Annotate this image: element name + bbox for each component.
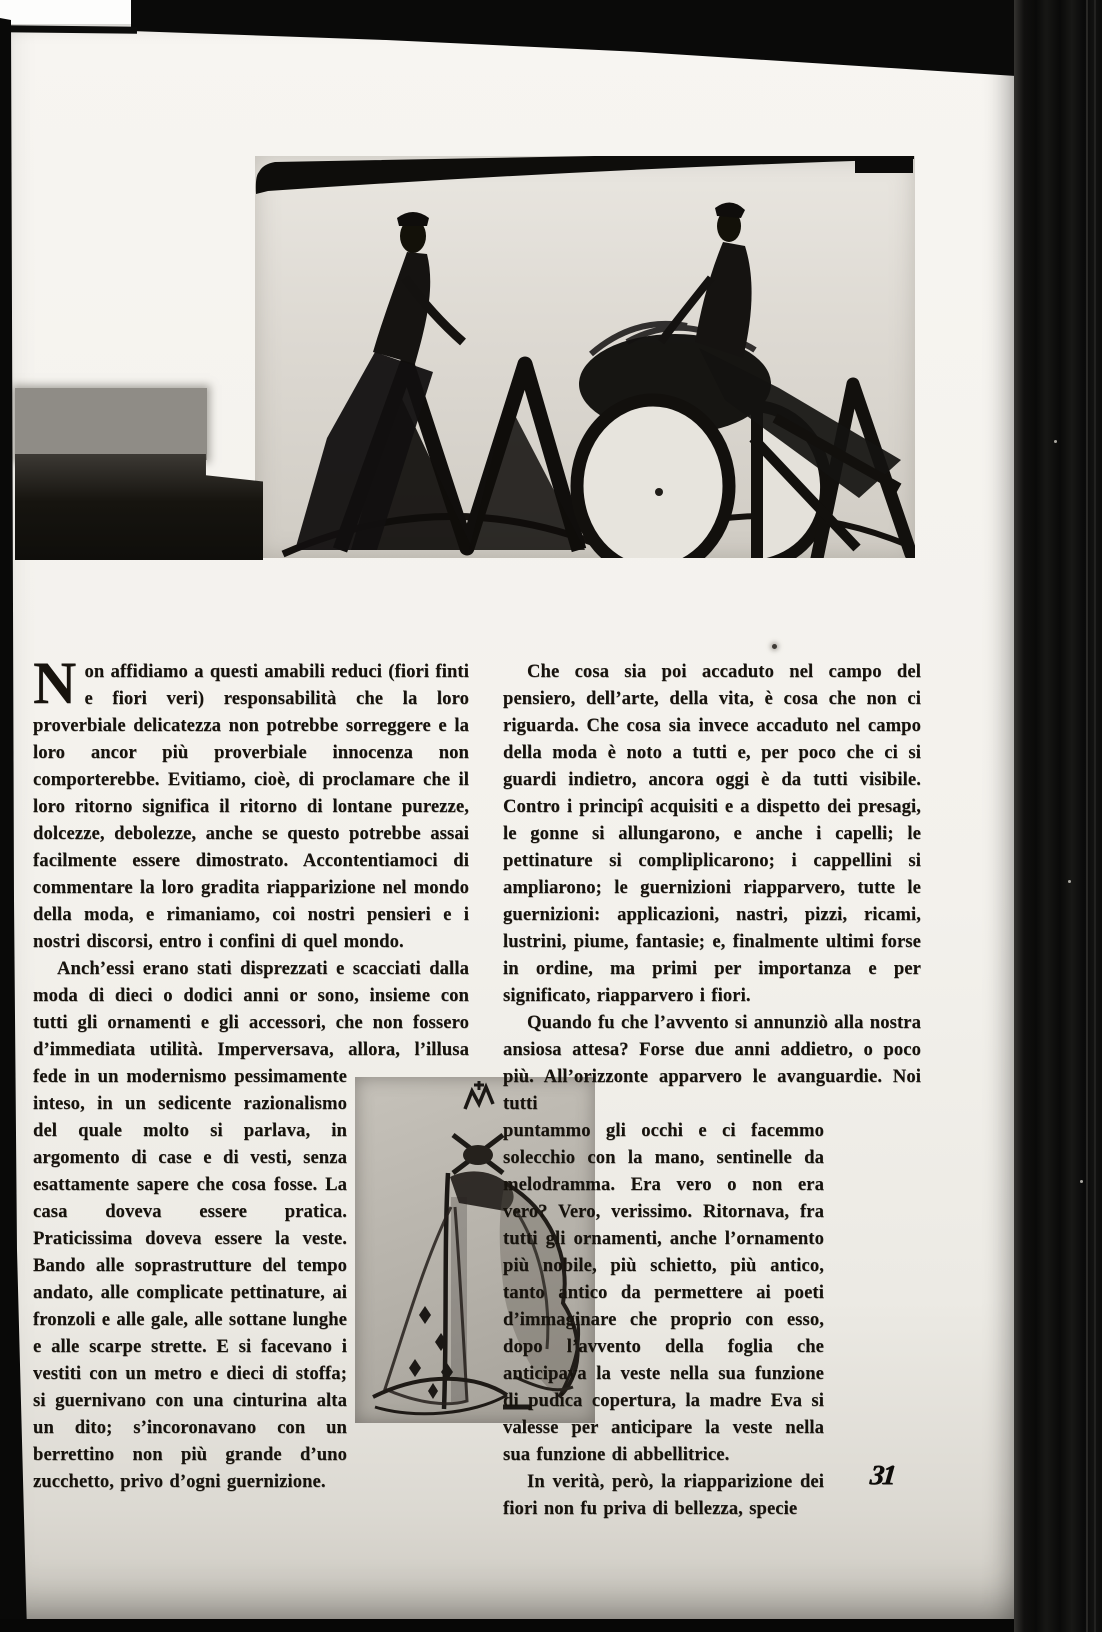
book-spine-edge	[1014, 0, 1102, 1632]
right-text-column	[503, 658, 921, 1522]
scan-grey-smudge-upper	[15, 388, 207, 460]
paragraph-2-wide: Anch’essi erano stati disprezzati e scacciati dalla moda di dieci o dodici anni or sono, insieme con tutti gli ornamenti e gli accessori, che non fossero d’immediata utilità. Imperversava, allora, l’illusa	[33, 958, 469, 1060]
spine-streak	[1094, 0, 1096, 1632]
spine-speck	[1080, 1180, 1083, 1183]
moda-fashion-sketch-drawing	[255, 156, 915, 558]
paragraph-4-narrow: puntammo gli occhi e ci facemmo solecchio con la mano, sentinelle da melodramma. Era vero o non era vero? Vero, verissimo. Ritornava, fra tutti gli ornamenti, anche l’ornamento più nobile, più schietto, più antico, tanto antico da permettere ai poeti d’immaginare che proprio con esso, dopo l’avvento della foglia che anticipava la veste nella sua funzione di pudica copertura, la madre Eva si valesse per anticipare la veste nella sua funzione di abbellitrice.	[503, 1120, 824, 1465]
drop-cap: N	[33, 650, 77, 716]
paragraph-5: In verità, però, la riapparizione dei fiori non fu priva di bellezza, specie	[503, 1471, 824, 1519]
scan-corner-highlight	[0, 0, 131, 24]
left-text-column	[33, 650, 469, 1495]
spine-streak	[1086, 0, 1088, 1632]
paragraph-3: Che cosa sia poi accaduto nel campo del pensiero, dell’arte, della vita, è cosa che non ci riguarda. Che cosa sia invece accaduto nel campo della moda è noto a tutti e, per poco che ci si guardi indietro, ancora oggi è da tutti visibile. Contro i principî acquisiti e a dispetto dei presagi, le gonne si allungarono, e anche i capelli; le pettinature si compliplicarono; i cappellini si ampliarono; le guernizioni riapparvero, tutte le guernizioni: applicazioni, nastri, pizzi, ricami, lustrini, piume, fantasie; e, finalmente ultimi forse in ordine, ma primi per importanza e per significato, riapparvero i fiori.	[503, 661, 921, 1006]
paragraph-4-wide: Quando fu che l’avvento si annunziò alla nostra ansiosa attesa? Forse due anni addietro, o poco più. All’orizzonte apparvero le avanguardie. Noi tutti	[503, 1012, 921, 1114]
scan-top-frame-line	[5, 25, 137, 33]
paragraph-1	[33, 650, 469, 955]
scan-bottom-border	[0, 1619, 1102, 1632]
moda-fashion-sketch	[255, 156, 915, 558]
ink-speck	[772, 644, 777, 649]
paragraph-1-text: on affidiamo a questi amabili reduci (fiori finti e fiori veri) responsabilità che la loro proverbiale delicatezza non potrebbe sorreggere e la loro ancor più proverbiale innocenza non comporterebbe. Evitiamo, cioè, di proclamare che il loro ritorno significa il ritorno di lontane purezze, dolcezze, debolezze, anche se questo potrebbe assai facilmente essere dimostrato. Accontentiamoci di commentare la loro gradita riapparizione nel mondo della moda, e rimaniamo, coi nostri pensieri e i nostri discorsi, entro i confini di quel mondo.	[33, 661, 469, 952]
spine-speck	[1068, 880, 1071, 883]
spine-speck	[1054, 440, 1057, 443]
paragraph-2-narrow: fede in un modernismo pessimamente inteso, in un sedicente razionalismo del quale molto si parlava, in argomento di case e di vesti, senza esattamente sapere che cosa fosse. La casa doveva essere pratica. Praticissima doveva essere la veste. Bando alle soprastrutture del tempo andato, alle complicate pettinature, ai fronzoli e alle gale, alle sottane lunghe e alle scarpe strette. E si facevano i vestiti con un metro e dieci di stoffa; si guernivano con una cinturina alta un dito; s’incoronavano con un berrettino non più grande d’uno zucchetto, privo d’ogni guernizione.	[33, 1066, 347, 1492]
page-number: 31	[868, 1460, 896, 1491]
